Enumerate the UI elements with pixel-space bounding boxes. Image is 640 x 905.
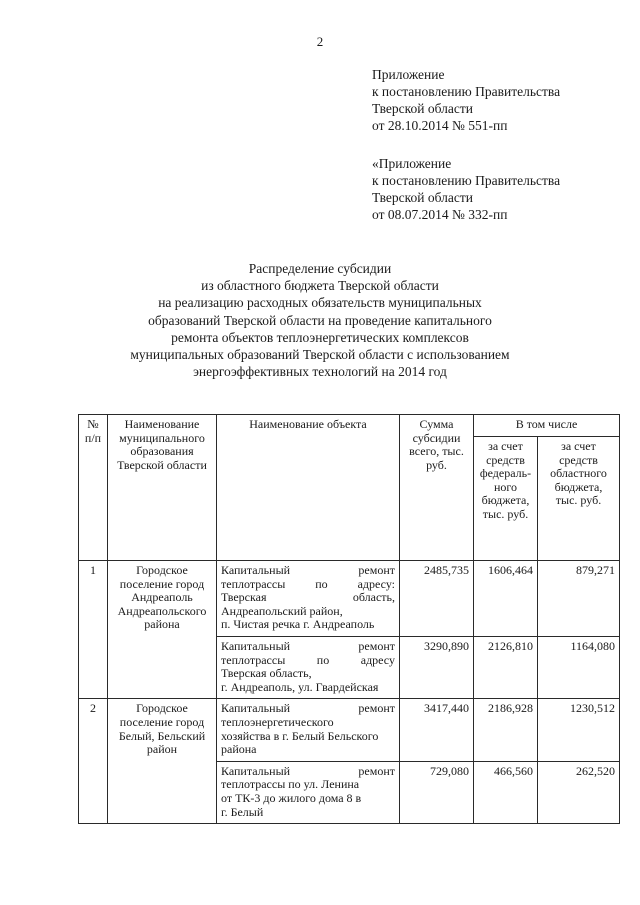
municipality-cell [108, 561, 217, 699]
cell-text: теплотрассы по ул. Ленина [221, 777, 360, 792]
header-text: ного [493, 479, 518, 494]
header-text: муниципального [119, 430, 205, 445]
federal-cell: 2126,810 [474, 636, 538, 698]
header-text: за счет [488, 439, 523, 453]
header-text: бюджета, [481, 493, 530, 508]
regional-cell: 1164,080 [538, 636, 620, 698]
federal-cell: 1606,464 [474, 561, 538, 637]
total-cell: 3290,890 [400, 636, 474, 698]
appendix-line: Приложение [372, 67, 445, 82]
header-text: всего, тыс. [409, 444, 464, 459]
cell-text: Капитальный [221, 701, 291, 716]
header-text: бюджета, [554, 479, 603, 494]
header-text: п/п [84, 430, 102, 445]
header-text: Сумма [419, 417, 454, 431]
table-row [79, 699, 620, 761]
federal-cell: 2186,928 [474, 699, 538, 761]
total-cell: 3417,440 [400, 699, 474, 761]
object-cell [217, 561, 400, 637]
cell-text: по [316, 652, 330, 667]
appendix-header-current [372, 66, 560, 134]
header-text: субсидии [412, 430, 461, 445]
cell-text: 2 [90, 701, 96, 716]
total-cell: 729,080 [400, 761, 474, 823]
cell-text: хозяйства в г. Белый Бельского [221, 728, 379, 743]
object-cell [217, 636, 400, 698]
cell-text: ремонт [358, 701, 395, 716]
cell-text: Городское [136, 563, 188, 577]
cell-text: ремонт [358, 638, 395, 653]
title-line: ремонта объектов теплоэнергетических комплексов [171, 329, 469, 345]
appendix-line: от 08.07.2014 № 332-пп [372, 207, 508, 222]
cell-text: 1 [90, 563, 96, 577]
federal-cell: 466,560 [474, 761, 538, 823]
cell-text: Капитальный [221, 763, 291, 778]
page-number: 2 [316, 34, 324, 49]
cell-text: п. Чистая речка г. Андреаполь [221, 617, 375, 632]
cell-text: Тверская область, [221, 666, 312, 681]
title-line: Распределение субсидии [248, 261, 392, 276]
header-sum [400, 415, 474, 561]
cell-text: г. Белый [221, 804, 264, 819]
cell-text: поселение город [119, 576, 205, 591]
appendix-line: «Приложение [372, 156, 452, 171]
regional-cell: 262,520 [538, 761, 620, 823]
header-text: Наименование [124, 417, 200, 431]
header-num [79, 415, 108, 561]
appendix-line: Тверской области [372, 101, 473, 116]
regional-cell: 1230,512 [538, 699, 620, 761]
cell-text: Андреаполь [131, 590, 193, 605]
header-regional [538, 437, 620, 561]
header-text: № [87, 417, 99, 431]
cell-text: ремонт [358, 763, 395, 778]
cell-text: теплотрассы [221, 652, 286, 667]
header-text: федераль- [479, 466, 532, 481]
title-line: образований Тверской области на проведение капитального [148, 312, 492, 328]
cell-text: от ТК-3 до жилого дома 8 в [221, 790, 362, 805]
cell-text: Андреапольский район, [221, 603, 343, 618]
cell-text: района [221, 742, 257, 757]
appendix-line: от 28.10.2014 № 551-пп [372, 118, 508, 133]
subsidy-table [78, 414, 620, 824]
cell-text: район [146, 742, 178, 757]
object-cell [217, 761, 400, 823]
appendix-header-original [372, 155, 560, 223]
total-cell: 2485,735 [400, 561, 474, 637]
cell-text: теплотрассы [221, 576, 286, 591]
cell-text: адресу [360, 652, 395, 667]
cell-text: Городское [136, 701, 188, 716]
header-text: областного [550, 466, 607, 481]
title-line: на реализацию расходных обязательств муниципальных [158, 295, 482, 311]
cell-text: г. Андреаполь, ул. Гвардейская [221, 679, 379, 694]
title-line: муниципальных образований Тверской области с использованием [130, 347, 510, 363]
cell-text: Капитальный [221, 563, 291, 577]
header-federal [474, 437, 538, 561]
header-text: В том числе [515, 417, 578, 431]
cell-text: теплоэнергетического [221, 714, 334, 729]
table-header-row [79, 415, 620, 437]
header-text: тыс. руб. [482, 506, 529, 521]
table-row [79, 561, 620, 637]
header-text: тыс. руб. [555, 493, 602, 508]
appendix-line: к постановлению Правительства [372, 173, 561, 188]
regional-cell: 879,271 [538, 561, 620, 637]
cell-text: адресу: [357, 576, 395, 591]
object-cell [217, 699, 400, 761]
header-text: Тверской области [117, 457, 207, 472]
document-title [0, 260, 640, 380]
header-municipality [108, 415, 217, 561]
header-text: образования [130, 444, 194, 459]
header-text: Наименование объекта [249, 417, 367, 431]
header-including [474, 415, 620, 437]
cell-text: Тверская [221, 590, 267, 605]
appendix-line: к постановлению Правительства [372, 84, 561, 99]
cell-text: Белый, Бельский [118, 728, 206, 743]
cell-text: по [315, 576, 328, 591]
header-text: средств [559, 452, 598, 467]
municipality-cell [108, 699, 217, 824]
header-text: за счет [561, 439, 596, 453]
cell-text: область, [352, 590, 395, 605]
cell-text: поселение город [119, 714, 205, 729]
header-text: руб. [426, 457, 447, 472]
cell-text: района [144, 617, 180, 632]
row-number [79, 561, 108, 699]
cell-text: Андреапольского [117, 603, 207, 618]
header-object [217, 415, 400, 561]
title-line: из областного бюджета Тверской области [201, 278, 439, 294]
row-number [79, 699, 108, 824]
appendix-line: Тверской области [372, 190, 473, 205]
title-line: энергоэффективных технологий на 2014 год [193, 364, 447, 380]
cell-text: ремонт [358, 563, 395, 577]
header-text: средств [486, 452, 525, 467]
cell-text: Капитальный [221, 638, 291, 653]
